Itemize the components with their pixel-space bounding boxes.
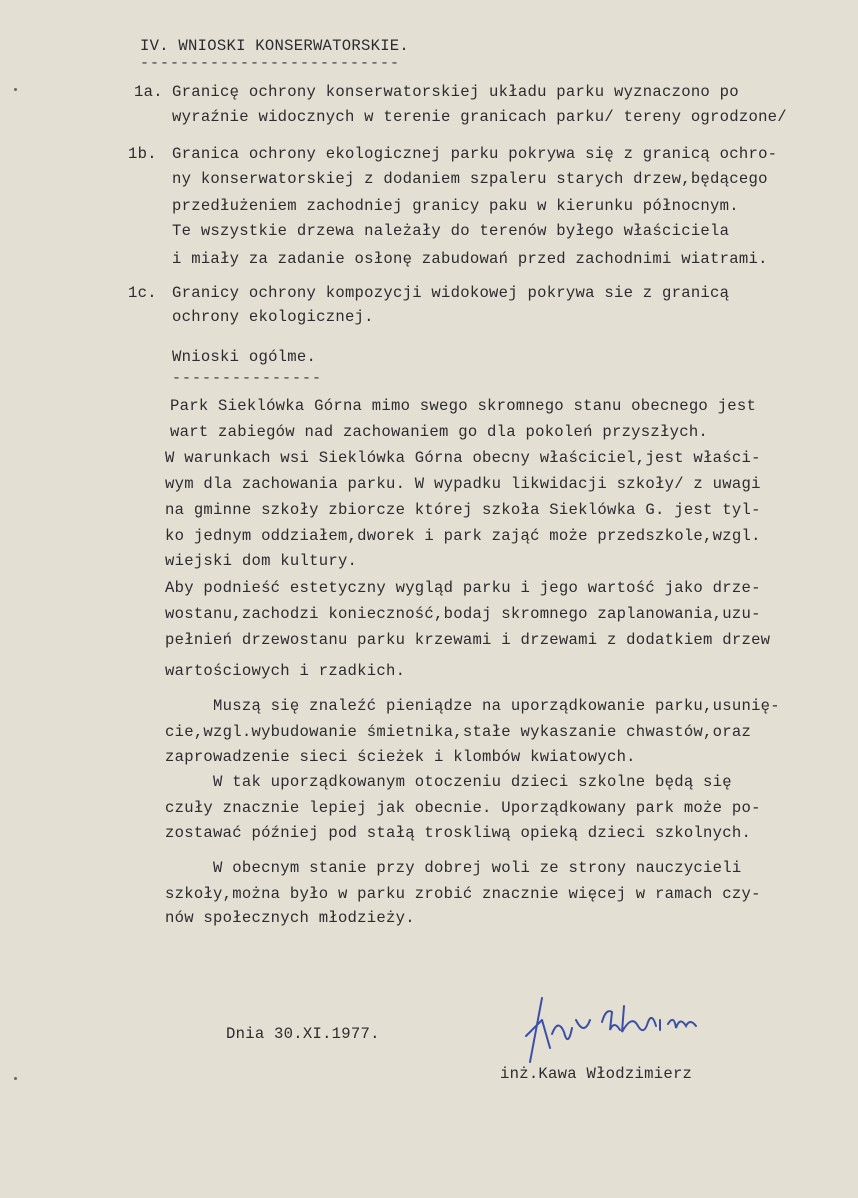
paragraph-line: Granicę ochrony konserwatorskiej układu parku wyznaczono po [172,83,739,101]
signatory-name: inż.Kawa Włodzimierz [500,1065,693,1083]
paragraph-line: wyraźnie widocznych w terenie granicach parku/ tereny ogrodzone/ [172,108,787,126]
paragraph-line: ochrony ekologicznej. [172,308,374,326]
paragraph-line: W warunkach wsi Sieklówka Górna obecny właściciel,jest właści- [165,449,761,467]
paragraph-line: Granica ochrony ekologicznej parku pokrywa się z granicą ochro- [172,145,778,163]
document-date: Dnia 30.XI.1977. [226,1025,380,1043]
paper-speck [14,88,17,91]
item-number-1c: 1c. [128,284,157,302]
paragraph-line: wym dla zachowania parku. W wypadku likwidacji szkoły/ z uwagi [165,475,761,493]
paragraph-line: W obecnym stanie przy dobrej woli ze strony nauczycieli [165,859,742,877]
paragraph-line: nów społecznych młodzieży. [165,909,415,927]
paragraph-line: i miały za zadanie osłonę zabudowań przed zachodnimi wiatrami. [172,250,768,268]
paragraph-line: zaprowadzenie sieci ścieżek i klombów kwiatowych. [165,748,636,766]
paragraph-line: wiejski dom kultury. [165,552,358,570]
item-number-1b: 1b. [128,145,157,163]
paper-speck [14,1077,17,1080]
section-heading: IV. WNIOSKI KONSERWATORSKIE. [140,37,410,55]
subheading-underline: --------------- [172,370,323,387]
paragraph-line: czuły znacznie lepiej jak obecnie. Uporządkowany park może po- [165,799,761,817]
paragraph-line: Muszą się znaleźć pieniądze na uporządkowanie parku,usunię- [165,697,780,715]
paragraph-line: wostanu,zachodzi konieczność,bodaj skromnego zaplanowania,uzu- [165,605,761,623]
paragraph-line: ko jednym oddziałem,dworek i park zająć może przedszkole,wzgl. [165,527,761,545]
paragraph-line: pełnień drzewostanu parku krzewami i drzewami z dodatkiem drzew [165,631,771,649]
item-number-1a: 1a. [134,83,163,101]
paragraph-line: wartościowych i rzadkich. [165,662,406,680]
paragraph-line: zostawać później pod stałą troskliwą opieką dzieci szkolnych. [165,824,752,842]
paragraph-line: Granicy ochrony kompozycji widokowej pokrywa sie z granicą [172,284,730,302]
paragraph-line: na gminne szkoły zbiorcze której szkoła Sieklówka G. jest tyl- [165,501,761,519]
paragraph-line: Aby podnieść estetyczny wygląd parku i jego wartość jako drze- [165,579,761,597]
paragraph-line: Park Sieklówka Górna mimo swego skromnego stanu obecnego jest [170,397,757,415]
paragraph-line: cie,wzgl.wybudowanie śmietnika,stałe wykaszanie chwastów,oraz [165,723,752,741]
paragraph-line: ny konserwatorskiej z dodaniem szpaleru starych drzew,będącego [172,170,768,188]
handwritten-signature [520,990,720,1070]
paragraph-line: Te wszystkie drzewa należały do terenów byłego właściciela [172,222,730,240]
subheading: Wnioski ogólme. [172,348,317,366]
paragraph-line: wart zabiegów nad zachowaniem go dla pokoleń przyszłych. [170,423,709,441]
section-heading-underline: -------------------------- [140,55,401,72]
paragraph-line: przedłużeniem zachodniej granicy paku w kierunku północnym. [172,197,739,215]
paragraph-line: szkoły,można było w parku zrobić znacznie więcej w ramach czy- [165,885,761,903]
paragraph-line: W tak uporządkowanym otoczeniu dzieci szkolne będą się [165,773,732,791]
